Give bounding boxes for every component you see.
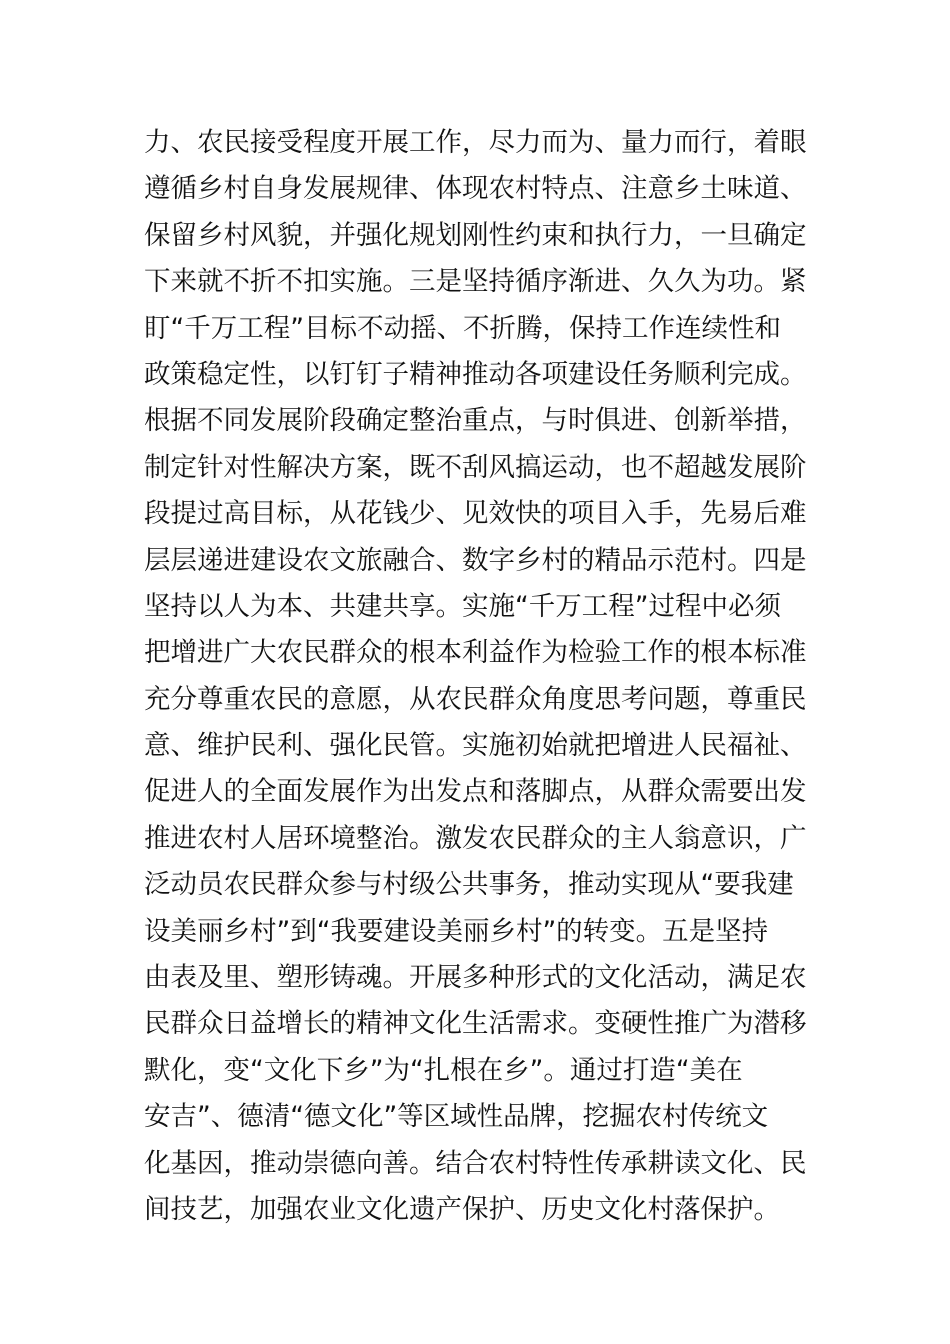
text-line: 安吉”、德清“德文化”等区域性品牌，挖掘农村传统文 (144, 1101, 769, 1133)
text-line: 段提过高目标，从花钱少、见效快的项目入手，先易后难 (144, 498, 807, 530)
text-line: 化基因，推动崇德向善。结合农村特性传承耕读文化、民 (144, 1147, 807, 1179)
text-line: 把增进广大农民群众的根本利益作为检验工作的根本标准 (144, 637, 807, 669)
text-line: 充分尊重农民的意愿，从农民群众角度思考问题，尊重民 (144, 683, 807, 715)
text-line: 默化，变“文化下乡”为“扎根在乡”。通过打造“美在 (144, 1054, 743, 1086)
text-line: 根据不同发展阶段确定整治重点，与时俱进、创新举措， (144, 405, 807, 437)
text-line: 意、维护民利、强化民管。实施初始就把增进人民福祉、 (144, 730, 807, 762)
text-line: 促进人的全面发展作为出发点和落脚点，从群众需要出发 (144, 776, 807, 808)
text-line: 层层递进建设农文旅融合、数字乡村的精品示范村。四是 (144, 544, 807, 576)
text-line: 间技艺，加强农业文化遗产保护、历史文化村落保护。 (144, 1193, 780, 1225)
text-line: 制定针对性解决方案，既不刮风搞运动，也不超越发展阶 (144, 451, 807, 483)
text-line: 设美丽乡村”到“我要建设美丽乡村”的转变。五是坚持 (144, 915, 769, 947)
text-line: 政策稳定性，以钉钉子精神推动各项建设任务顺利完成。 (144, 358, 807, 390)
text-line: 坚持以人为本、共建共享。实施“千万工程”过程中必须 (144, 590, 781, 622)
text-line: 泛动员农民群众参与村级公共事务，推动实现从“要我建 (144, 869, 794, 901)
text-line: 民群众日益增长的精神文化生活需求。变硬性推广为潜移 (144, 1008, 807, 1040)
text-line: 力、农民接受程度开展工作，尽力而为、量力而行，着眼 (144, 127, 807, 158)
text-line: 由表及里、塑形铸魂。开展多种形式的文化活动，满足农 (144, 962, 807, 994)
text-line: 下来就不折不扣实施。三是坚持循序渐进、久久为功。紧 (144, 266, 807, 298)
text-line: 保留乡村风貌，并强化规划刚性约束和执行力，一旦确定 (144, 219, 807, 251)
text-line: 遵循乡村自身发展规律、体现农村特点、注意乡土味道、 (144, 173, 807, 205)
text-line: 推进农村人居环境整治。激发农民群众的主人翁意识，广 (144, 822, 807, 854)
body-text (144, 120, 816, 1233)
text-line: 盯“千万工程”目标不动摇、不折腾，保持工作连续性和 (144, 312, 781, 344)
